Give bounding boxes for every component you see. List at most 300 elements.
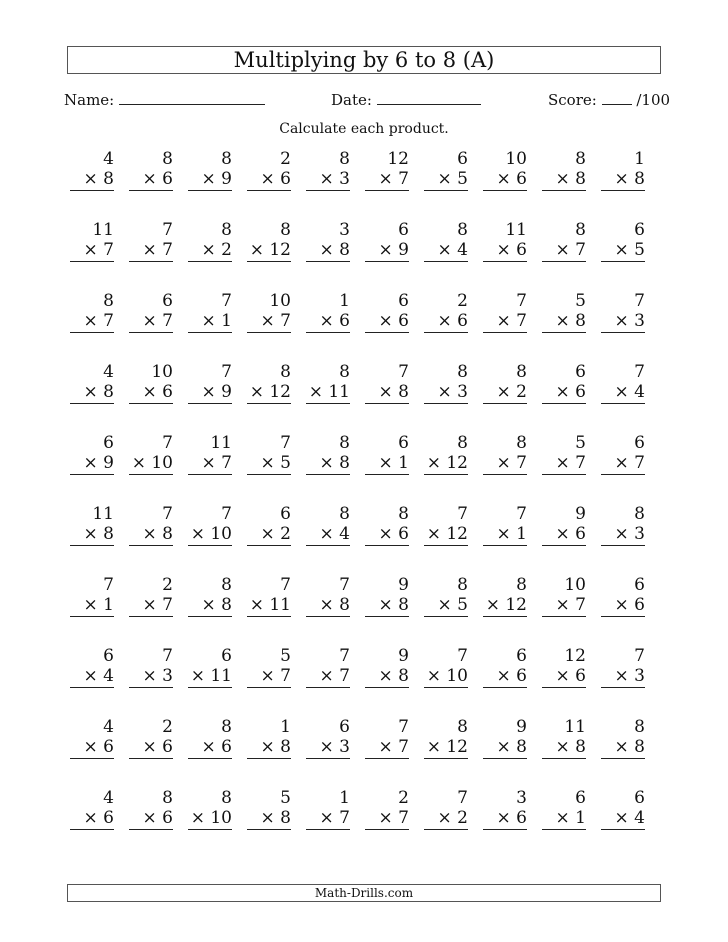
problem [424, 717, 468, 759]
instruction-text: Calculate each product. [279, 121, 449, 137]
multiplicand: 7 [162, 504, 173, 524]
multiplier: × 7 [601, 453, 645, 475]
multiplicand: 6 [103, 646, 114, 666]
multiplier: × 3 [601, 666, 645, 688]
multiplier: × 6 [601, 595, 645, 617]
multiplier: × 7 [70, 311, 114, 333]
multiplier: × 6 [424, 311, 468, 333]
multiplicand: 8 [221, 220, 232, 240]
multiplier: × 7 [365, 808, 409, 830]
multiplier: × 7 [483, 311, 527, 333]
multiplier: × 8 [601, 169, 645, 191]
multiplier: × 3 [601, 311, 645, 333]
multiplier: × 8 [70, 169, 114, 191]
multiplier: × 7 [247, 666, 291, 688]
multiplier: × 7 [542, 595, 586, 617]
multiplicand: 8 [634, 504, 645, 524]
multiplicand: 1 [339, 291, 350, 311]
multiplicand: 6 [457, 149, 468, 169]
problem [483, 291, 527, 333]
multiplicand: 11 [564, 717, 586, 737]
problem [601, 291, 645, 333]
multiplicand: 8 [457, 362, 468, 382]
multiplicand: 8 [221, 575, 232, 595]
multiplier: × 5 [247, 453, 291, 475]
multiplicand: 10 [564, 575, 586, 595]
multiplicand: 8 [221, 149, 232, 169]
multiplier: × 5 [424, 595, 468, 617]
multiplier: × 7 [129, 595, 173, 617]
problem [247, 575, 291, 617]
multiplicand: 7 [339, 646, 350, 666]
multiplicand: 4 [103, 362, 114, 382]
problem [542, 575, 586, 617]
problem [188, 788, 232, 830]
problem [247, 291, 291, 333]
multiplicand: 8 [280, 362, 291, 382]
multiplier: × 6 [542, 666, 586, 688]
multiplier: × 7 [483, 453, 527, 475]
multiplier: × 8 [483, 737, 527, 759]
multiplier: × 11 [188, 666, 232, 688]
problem [483, 220, 527, 262]
multiplicand: 7 [398, 717, 409, 737]
multiplier: × 7 [306, 808, 350, 830]
multiplier: × 8 [306, 453, 350, 475]
problem [601, 788, 645, 830]
multiplicand: 11 [92, 220, 114, 240]
multiplier: × 6 [483, 240, 527, 262]
problem [306, 646, 350, 688]
multiplier: × 12 [424, 737, 468, 759]
multiplier: × 9 [188, 169, 232, 191]
problem [70, 788, 114, 830]
multiplier: × 12 [424, 524, 468, 546]
multiplicand: 5 [280, 788, 291, 808]
multiplicand: 7 [457, 504, 468, 524]
problem [70, 717, 114, 759]
problem [188, 717, 232, 759]
multiplier: × 3 [601, 524, 645, 546]
multiplicand: 6 [221, 646, 232, 666]
multiplicand: 8 [457, 433, 468, 453]
problem [129, 362, 173, 404]
multiplicand: 6 [634, 220, 645, 240]
multiplicand: 7 [221, 291, 232, 311]
multiplicand: 6 [634, 575, 645, 595]
problem [483, 362, 527, 404]
problem [70, 575, 114, 617]
multiplicand: 12 [564, 646, 586, 666]
multiplier: × 1 [365, 453, 409, 475]
multiplier: × 8 [247, 808, 291, 830]
multiplicand: 9 [516, 717, 527, 737]
problem [542, 788, 586, 830]
multiplier: × 7 [365, 169, 409, 191]
multiplicand: 8 [280, 220, 291, 240]
multiplicand: 7 [516, 291, 527, 311]
multiplicand: 2 [398, 788, 409, 808]
multiplier: × 2 [247, 524, 291, 546]
problem [365, 646, 409, 688]
problem [247, 433, 291, 475]
multiplier: × 8 [188, 595, 232, 617]
multiplier: × 6 [365, 524, 409, 546]
multiplier: × 6 [247, 169, 291, 191]
problem [188, 291, 232, 333]
multiplier: × 6 [129, 382, 173, 404]
multiplicand: 10 [151, 362, 173, 382]
multiplicand: 6 [575, 788, 586, 808]
multiplicand: 6 [398, 433, 409, 453]
multiplier: × 5 [424, 169, 468, 191]
problem [188, 646, 232, 688]
problem [247, 220, 291, 262]
multiplicand: 3 [339, 220, 350, 240]
multiplicand: 8 [339, 362, 350, 382]
multiplier: × 4 [424, 240, 468, 262]
multiplier: × 6 [365, 311, 409, 333]
multiplier: × 7 [365, 737, 409, 759]
multiplier: × 6 [483, 666, 527, 688]
multiplier: × 6 [129, 808, 173, 830]
score-total: /100 [636, 91, 671, 109]
multiplier: × 6 [542, 524, 586, 546]
problem [306, 362, 350, 404]
problem [247, 362, 291, 404]
multiplicand: 12 [387, 149, 409, 169]
problem [542, 646, 586, 688]
problem [542, 291, 586, 333]
problem [306, 220, 350, 262]
multiplier: × 8 [70, 524, 114, 546]
problem [483, 575, 527, 617]
multiplier: × 3 [129, 666, 173, 688]
problem [306, 149, 350, 191]
multiplicand: 8 [339, 149, 350, 169]
multiplicand: 7 [457, 788, 468, 808]
multiplier: × 6 [129, 169, 173, 191]
multiplier: × 12 [247, 240, 291, 262]
multiplier: × 2 [483, 382, 527, 404]
footer-credit: Math-Drills.com [67, 884, 661, 902]
multiplier: × 5 [601, 240, 645, 262]
name-label: Name: [64, 91, 115, 109]
multiplicand: 7 [221, 504, 232, 524]
problem [188, 575, 232, 617]
problem [601, 646, 645, 688]
multiplicand: 1 [339, 788, 350, 808]
problem [542, 362, 586, 404]
multiplicand: 5 [280, 646, 291, 666]
problem [129, 575, 173, 617]
problem [188, 504, 232, 546]
problem [129, 291, 173, 333]
multiplier: × 12 [483, 595, 527, 617]
problem [424, 433, 468, 475]
multiplier: × 7 [70, 240, 114, 262]
problem [365, 362, 409, 404]
problem [483, 717, 527, 759]
multiplier: × 12 [247, 382, 291, 404]
multiplier: × 7 [542, 240, 586, 262]
multiplier: × 4 [601, 808, 645, 830]
multiplier: × 7 [129, 311, 173, 333]
multiplicand: 5 [575, 433, 586, 453]
problem [483, 504, 527, 546]
multiplicand: 6 [575, 362, 586, 382]
multiplier: × 9 [70, 453, 114, 475]
multiplicand: 7 [162, 220, 173, 240]
multiplicand: 6 [516, 646, 527, 666]
problem [129, 788, 173, 830]
problem [483, 149, 527, 191]
multiplicand: 8 [398, 504, 409, 524]
multiplier: × 6 [70, 808, 114, 830]
problem [70, 362, 114, 404]
multiplicand: 2 [162, 575, 173, 595]
multiplicand: 8 [221, 717, 232, 737]
multiplicand: 7 [634, 362, 645, 382]
multiplicand: 8 [516, 362, 527, 382]
problem [129, 433, 173, 475]
multiplier: × 6 [542, 382, 586, 404]
multiplier: × 1 [70, 595, 114, 617]
multiplicand: 7 [516, 504, 527, 524]
multiplier: × 4 [306, 524, 350, 546]
problem [129, 504, 173, 546]
multiplicand: 8 [457, 220, 468, 240]
multiplier: × 7 [188, 453, 232, 475]
multiplicand: 8 [575, 220, 586, 240]
multiplicand: 8 [162, 788, 173, 808]
multiplicand: 11 [505, 220, 527, 240]
problem [424, 646, 468, 688]
multiplicand: 8 [103, 291, 114, 311]
problem [365, 220, 409, 262]
problem [424, 291, 468, 333]
problem [365, 504, 409, 546]
multiplicand: 7 [162, 433, 173, 453]
multiplicand: 4 [103, 717, 114, 737]
multiplicand: 6 [398, 291, 409, 311]
date-label: Date: [331, 91, 372, 109]
multiplicand: 7 [634, 646, 645, 666]
problem [247, 149, 291, 191]
problem [601, 717, 645, 759]
problem [70, 291, 114, 333]
problem [424, 220, 468, 262]
multiplier: × 3 [306, 737, 350, 759]
problem [601, 433, 645, 475]
problem [247, 646, 291, 688]
multiplicand: 1 [280, 717, 291, 737]
multiplicand: 6 [634, 788, 645, 808]
multiplier: × 8 [247, 737, 291, 759]
multiplier: × 2 [424, 808, 468, 830]
problem [424, 575, 468, 617]
problem [424, 362, 468, 404]
multiplicand: 2 [280, 149, 291, 169]
multiplicand: 4 [103, 788, 114, 808]
multiplier: × 8 [306, 595, 350, 617]
multiplicand: 7 [634, 291, 645, 311]
multiplicand: 6 [103, 433, 114, 453]
multiplier: × 10 [188, 808, 232, 830]
multiplier: × 6 [483, 169, 527, 191]
problem [306, 433, 350, 475]
problem [365, 575, 409, 617]
multiplier: × 2 [188, 240, 232, 262]
multiplier: × 8 [365, 595, 409, 617]
multiplier: × 10 [188, 524, 232, 546]
problem [129, 149, 173, 191]
multiplicand: 8 [457, 575, 468, 595]
multiplicand: 8 [339, 433, 350, 453]
worksheet-title: Multiplying by 6 to 8 (A) [67, 46, 661, 74]
problem [129, 646, 173, 688]
problem [601, 362, 645, 404]
multiplicand: 11 [92, 504, 114, 524]
multiplicand: 7 [162, 646, 173, 666]
problem [601, 575, 645, 617]
multiplier: × 8 [306, 240, 350, 262]
multiplier: × 7 [247, 311, 291, 333]
multiplier: × 6 [306, 311, 350, 333]
multiplier: × 3 [424, 382, 468, 404]
multiplicand: 5 [575, 291, 586, 311]
multiplicand: 7 [221, 362, 232, 382]
multiplicand: 6 [280, 504, 291, 524]
multiplicand: 4 [103, 149, 114, 169]
multiplier: × 9 [188, 382, 232, 404]
multiplier: × 8 [70, 382, 114, 404]
problem [365, 788, 409, 830]
problem [247, 788, 291, 830]
problem [70, 646, 114, 688]
problem [306, 575, 350, 617]
problem [188, 362, 232, 404]
problem [129, 717, 173, 759]
multiplicand: 9 [575, 504, 586, 524]
problem [306, 788, 350, 830]
multiplicand: 11 [210, 433, 232, 453]
problem [365, 291, 409, 333]
problem [542, 433, 586, 475]
problem [247, 717, 291, 759]
problem [188, 433, 232, 475]
multiplicand: 8 [221, 788, 232, 808]
multiplicand: 6 [398, 220, 409, 240]
problem [129, 220, 173, 262]
multiplier: × 11 [306, 382, 350, 404]
problem [365, 717, 409, 759]
multiplier: × 8 [365, 382, 409, 404]
problem [424, 504, 468, 546]
multiplier: × 8 [542, 311, 586, 333]
multiplicand: 9 [398, 575, 409, 595]
multiplier: × 8 [365, 666, 409, 688]
problem [70, 504, 114, 546]
multiplier: × 4 [70, 666, 114, 688]
multiplicand: 8 [339, 504, 350, 524]
multiplier: × 6 [70, 737, 114, 759]
multiplier: × 10 [129, 453, 173, 475]
problem [365, 433, 409, 475]
multiplier: × 10 [424, 666, 468, 688]
problem [483, 433, 527, 475]
problem [424, 149, 468, 191]
problem [601, 220, 645, 262]
problem [483, 646, 527, 688]
multiplier: × 9 [365, 240, 409, 262]
multiplier: × 11 [247, 595, 291, 617]
multiplier: × 1 [483, 524, 527, 546]
multiplicand: 7 [339, 575, 350, 595]
multiplicand: 8 [575, 149, 586, 169]
multiplicand: 1 [634, 149, 645, 169]
multiplicand: 8 [162, 149, 173, 169]
multiplicand: 6 [162, 291, 173, 311]
multiplicand: 8 [634, 717, 645, 737]
multiplier: × 7 [542, 453, 586, 475]
multiplier: × 8 [129, 524, 173, 546]
score-label: Score: [548, 91, 597, 109]
multiplicand: 7 [280, 575, 291, 595]
problem [70, 149, 114, 191]
multiplier: × 3 [306, 169, 350, 191]
problem [70, 220, 114, 262]
problem [306, 717, 350, 759]
multiplier: × 7 [306, 666, 350, 688]
multiplicand: 10 [505, 149, 527, 169]
problem [483, 788, 527, 830]
multiplicand: 8 [516, 433, 527, 453]
multiplicand: 8 [516, 575, 527, 595]
multiplier: × 6 [483, 808, 527, 830]
multiplier: × 4 [601, 382, 645, 404]
problem [542, 717, 586, 759]
multiplicand: 2 [457, 291, 468, 311]
multiplier: × 7 [129, 240, 173, 262]
multiplicand: 7 [103, 575, 114, 595]
problem [601, 149, 645, 191]
multiplicand: 7 [280, 433, 291, 453]
problem [306, 504, 350, 546]
multiplier: × 8 [542, 169, 586, 191]
multiplicand: 3 [516, 788, 527, 808]
problem [306, 291, 350, 333]
problem [542, 504, 586, 546]
problem [542, 149, 586, 191]
multiplicand: 9 [398, 646, 409, 666]
multiplier: × 12 [424, 453, 468, 475]
multiplier: × 6 [188, 737, 232, 759]
problem [247, 504, 291, 546]
multiplicand: 2 [162, 717, 173, 737]
problem [188, 220, 232, 262]
multiplicand: 8 [457, 717, 468, 737]
multiplier: × 8 [601, 737, 645, 759]
multiplicand: 10 [269, 291, 291, 311]
multiplicand: 7 [457, 646, 468, 666]
problem [424, 788, 468, 830]
multiplier: × 6 [129, 737, 173, 759]
problem [542, 220, 586, 262]
multiplier: × 8 [542, 737, 586, 759]
multiplicand: 6 [634, 433, 645, 453]
problem [365, 149, 409, 191]
